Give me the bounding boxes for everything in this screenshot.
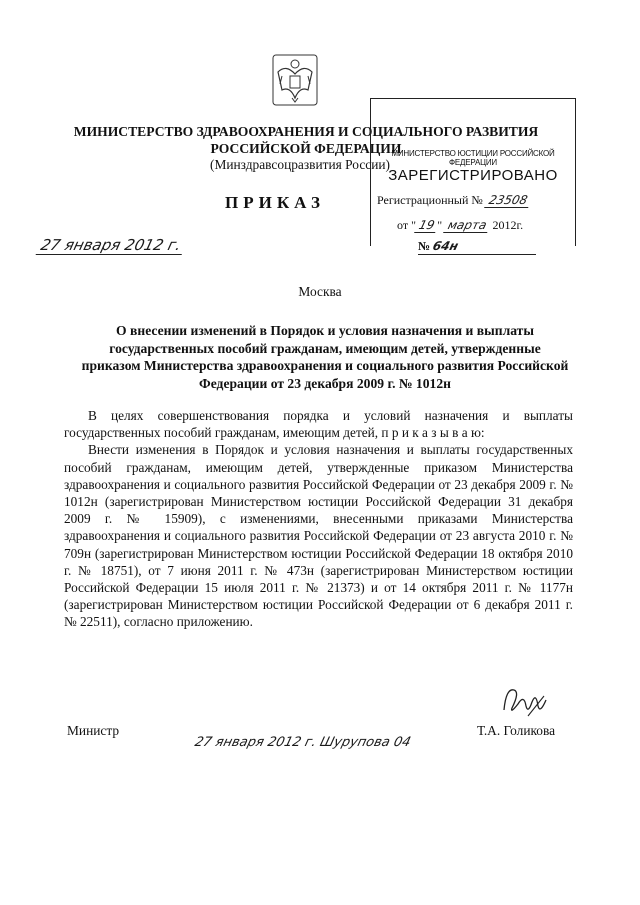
signature-name: Т.А. Голикова xyxy=(477,723,556,738)
stamp-date-month: марта xyxy=(443,218,491,233)
order-number-label: № xyxy=(418,239,431,253)
registration-stamp xyxy=(370,98,576,246)
stamp-date-sep: " xyxy=(437,218,443,232)
stamp-date xyxy=(397,218,523,233)
order-number xyxy=(418,239,536,255)
stamp-date-prefix: от " xyxy=(397,218,416,232)
stamp-date-year: 2012 xyxy=(492,218,517,232)
body-paragraph-1: В целях совершенствования порядка и условий назначения и выплаты государственных пособий гражданам, имеющим детей, п р и к а з ы в а ю: xyxy=(64,408,573,441)
body-paragraph-2: Внести изменения в Порядок и условия назначения и выплаты государственных пособий гражданам, имеющим детей, утвержденные приказом Министерства здравоохранения и социального развития Российской Федерации от 23 декабря 2009 г. № 1012н (зарегистрирован Министерством юстиции Российской Федерации 31 декабря 2009 г. № 15909), с изменениями, внесенными приказами Министерства здравоохранения и социального развития Российской Федерации от 23 августа 2010 г. № 709н (зарегистрирован Министерством юстиции Российской Федерации 18 октября 2010 г. № 18751), от 7 июня 2011 г. № 473н (зарегистрирован Министерством юстиции Российской Федерации 15 июля 2011 г. № 21373) и от 14 октября 2011 г. № 1177н (зарегистрирован Министерством юстиции Российской Федерации от 6 декабря 2011 г. № 22511), согласно приложению. xyxy=(64,442,573,630)
stamp-reg-label: Регистрационный № xyxy=(377,193,483,207)
order-number-value: 64н xyxy=(431,239,460,253)
stamp-reg-number: 23508 xyxy=(484,193,532,208)
ministry-line2: РОССИЙСКОЙ ФЕДЕРАЦИИ xyxy=(210,141,402,156)
coat-of-arms-icon xyxy=(270,52,320,108)
handwritten-note xyxy=(193,734,413,750)
order-date xyxy=(38,236,184,255)
handwritten-note-text: 27 января 2012 г. Шурупова 04 xyxy=(193,735,413,750)
stamp-status: ЗАРЕГИСТРИРОВАНО xyxy=(388,167,558,184)
document-title: О внесении изменений в Порядок и условия назначения и выплаты государственных пособий гражданам, имеющим детей, утвержденные приказом Министерства здравоохранения и социального развития Российской Федерации от 23 декабря 2009 г. № 1012н xyxy=(81,323,569,391)
ministry-short-name: (Минздравсоцразвития России) xyxy=(209,157,390,172)
handwritten-signature-icon xyxy=(498,680,554,724)
stamp-date-day: 19 xyxy=(414,218,439,233)
signature-position: Министр xyxy=(67,723,120,738)
order-title: ПРИКАЗ xyxy=(225,193,325,212)
city: Москва xyxy=(298,284,342,299)
document-body xyxy=(64,407,573,631)
stamp-date-suffix: г. xyxy=(516,218,524,232)
stamp-heading: МИНИСТЕРСТВО ЮСТИЦИИ РОССИЙСКОЙ ФЕДЕРАЦИИ xyxy=(391,149,555,167)
stamp-registration xyxy=(377,193,530,208)
order-date-text: 27 января 2012 г. xyxy=(36,236,186,255)
ministry-line1: МИНИСТЕРСТВО ЗДРАВООХРАНЕНИЯ И СОЦИАЛЬНОГО РАЗВИТИЯ xyxy=(73,124,539,139)
